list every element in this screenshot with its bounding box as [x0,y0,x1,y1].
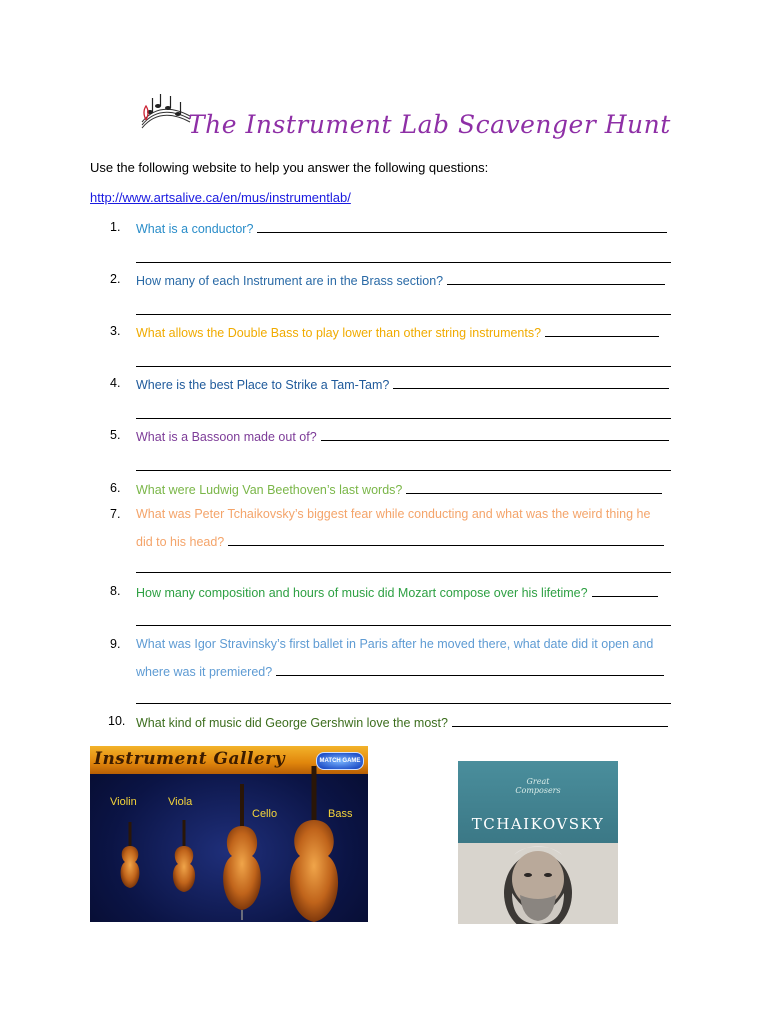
question-text: What was Peter Tchaikovsky’s biggest fear while conducting and what was the weird thing he [136,507,651,521]
cello-label: Cello [252,808,278,820]
question-text: What was Igor Stravinsky’s first ballet in Paris after he moved there, what date did it open and [136,637,654,651]
answer-line[interactable] [136,625,671,626]
gallery-title: Instrument Gallery [94,749,286,769]
violin-label: Violin [110,796,137,808]
series-line-1: Great [526,777,550,786]
cello-icon [223,784,261,920]
question-number: 1. [110,220,121,234]
answer-blank[interactable] [545,324,659,337]
viola-label: Viola [168,796,193,808]
question-text: What kind of music did George Gershwin love the most? [136,716,448,730]
string-instruments-illustration [90,746,368,922]
answer-line[interactable] [136,314,671,315]
question-number: 5. [110,428,121,442]
answer-blank[interactable] [592,584,658,597]
question-number: 4. [110,376,121,390]
composer-portrait [458,843,618,924]
question-text: What is a conductor? [136,222,254,236]
cover-header [458,761,618,843]
tchaikovsky-cover-image [458,761,618,924]
answer-line[interactable] [136,418,671,419]
page-title: The Instrument Lab Scavenger Hunt [188,110,671,139]
question-number: 6. [110,481,121,495]
answer-blank[interactable] [447,272,665,285]
question-text: How many composition and hours of music did Mozart compose over his lifetime? [136,586,588,600]
answer-blank[interactable] [228,533,664,546]
question-number: 3. [110,324,121,338]
question-text: did to his head? [136,535,225,549]
question-number: 7. [110,507,121,521]
question-text: What allows the Double Bass to play lower than other string instruments? [136,326,542,340]
answer-blank[interactable] [452,714,668,727]
question-text: where was it premiered? [136,665,273,679]
bass-label: Bass [328,808,353,820]
portrait-illustration [458,843,618,924]
violin-icon [121,822,140,888]
answer-line[interactable] [136,470,671,471]
title-block [140,92,671,148]
answer-blank[interactable] [393,376,669,389]
question-number: 10. [108,714,126,728]
answer-blank[interactable] [257,220,667,233]
composer-name: TCHAIKOVSKY [471,815,605,833]
double-bass-icon [290,766,338,922]
answer-blank[interactable] [406,481,662,494]
instrument-lab-link[interactable]: http://www.artsalive.ca/en/mus/instrumentlab/ [90,190,351,205]
answer-blank[interactable] [276,663,664,676]
answer-line[interactable] [136,262,671,263]
question-text: How many of each Instrument are in the Brass section? [136,274,444,288]
question-text: Where is the best Place to Strike a Tam-Tam? [136,378,390,392]
question-number: 8. [110,584,121,598]
music-notes-icon [140,92,192,132]
question-text: What is a Bassoon made out of? [136,430,317,444]
answer-blank[interactable] [321,428,669,441]
question-text: What were Ludwig Van Beethoven’s last words? [136,483,403,497]
question-number: 2. [110,272,121,286]
series-title [458,777,618,795]
series-line-2: Composers [515,786,561,795]
answer-line[interactable] [136,366,671,367]
viola-icon [173,820,195,892]
answer-line[interactable] [136,703,671,704]
question-number: 9. [110,637,121,651]
intro-text: Use the following website to help you answer the following questions: [90,160,489,175]
match-game-button: MATCH GAME [316,752,364,770]
answer-line[interactable] [136,572,671,573]
instrument-gallery-image [90,746,368,922]
